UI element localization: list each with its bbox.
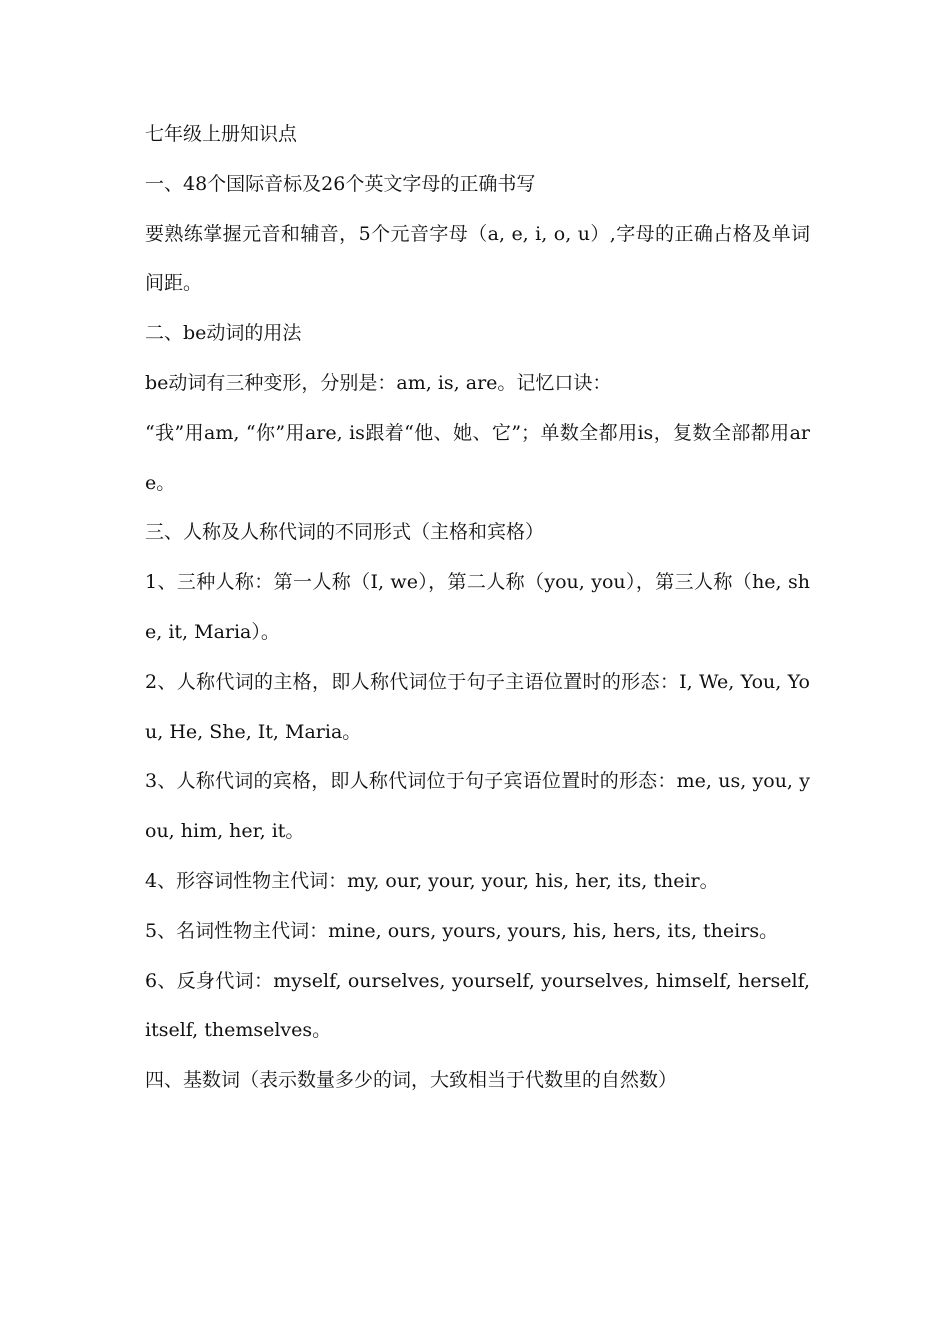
section-heading-phonetics: 一、48个国际音标及26个英文字母的正确书写 [145,172,536,195]
document-body [145,110,810,1106]
paragraph-be-mnemonic: “我”用am, “你”用are, is跟着“他、她、它”；单数全都用is，复数全部都用are。 [145,421,810,494]
list-item-subject-pronouns: 2、人称代词的主格，即人称代词位于句子主语位置时的形态：I, We, You, You, He, She, It, Maria。 [145,670,810,743]
list-item-adjective-possessives: 4、形容词性物主代词：my, our, your, your, his, her, its, their。 [145,869,719,892]
list-item-object-pronouns: 3、人称代词的宾格，即人称代词位于句子宾语位置时的形态：me, us, you, you, him, her, it。 [145,770,810,843]
list-item-reflexive-pronouns: 6、反身代词：myself, ourselves, yourself, yourselves, himself, herself, itself, themselves。 [145,969,810,1042]
section-heading-cardinal-numbers: 四、基数词（表示数量多少的词，大致相当于代数里的自然数） [145,1069,678,1092]
section-heading-pronouns: 三、人称及人称代词的不同形式（主格和宾格） [145,521,545,544]
paragraph-vowels: 要熟练掌握元音和辅音，5个元音字母（a, e, i, o, u）,字母的正确占格及单词间距。 [145,222,810,295]
section-heading-be-verb: 二、be动词的用法 [145,322,302,345]
document-title: 七年级上册知识点 [145,123,298,145]
list-item-persons: 1、三种人称：第一人称（I, we），第二人称（you, you），第三人称（he, she, it, Maria）。 [145,571,810,643]
paragraph-be-forms: be动词有三种变形，分别是：am, is, are。记忆口诀： [145,371,612,394]
list-item-noun-possessives: 5、名词性物主代词：mine, ours, yours, yours, his, hers, its, theirs。 [145,919,779,942]
